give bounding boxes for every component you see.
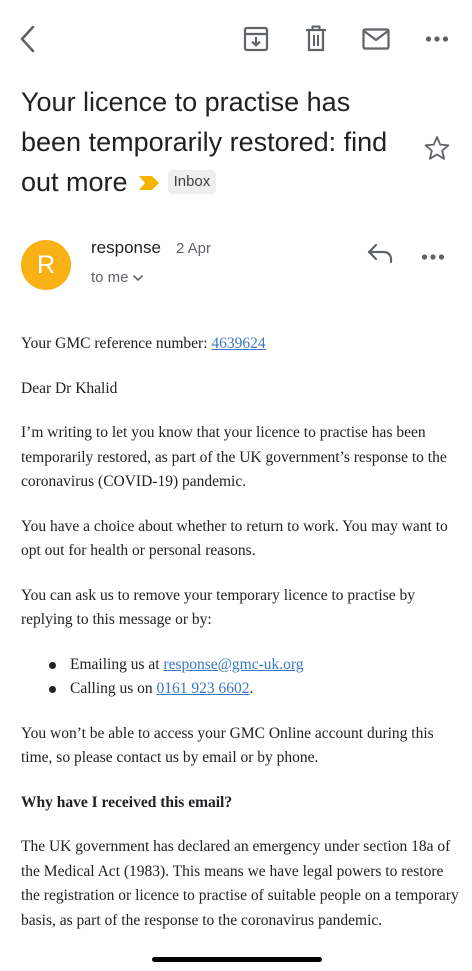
- contact-list: [21, 653, 459, 702]
- reference-number-link[interactable]: 4639624: [211, 335, 266, 352]
- inbox-label[interactable]: Inbox: [168, 170, 217, 194]
- recipient-text: to me: [91, 269, 129, 286]
- sender-name: response: [91, 238, 161, 257]
- reply-icon: [366, 241, 394, 265]
- trash-icon: [304, 25, 328, 53]
- paragraph-intro: I’m writing to let you know that your licence to practise has been temporarily restored, as part of the UK government’s response to the coronavirus (COVID-19) pandemic.: [21, 424, 447, 490]
- phone-link[interactable]: 0161 923 6602: [156, 680, 250, 697]
- list-item-text: Emailing us at: [70, 655, 164, 673]
- toolbar: [0, 0, 472, 78]
- more-options-button[interactable]: [420, 22, 454, 56]
- back-button[interactable]: [11, 22, 45, 56]
- archive-button[interactable]: [239, 22, 273, 56]
- greeting: Dear Dr Khalid: [21, 379, 118, 397]
- list-item-suffix: .: [249, 680, 254, 697]
- chevron-left-icon: [17, 24, 39, 54]
- email-link[interactable]: response@gmc-uk.org: [163, 655, 304, 673]
- reference-label: Your GMC reference number:: [21, 335, 212, 352]
- mail-icon: [362, 28, 390, 50]
- list-item: [70, 677, 459, 702]
- more-horizontal-icon: [425, 35, 449, 43]
- archive-icon: [243, 26, 269, 52]
- important-marker-icon[interactable]: [138, 162, 160, 202]
- delete-button[interactable]: [299, 22, 333, 56]
- bullet: [49, 662, 56, 669]
- subject-text: Your licence to practise has been temporarily restored: find out more: [21, 87, 388, 197]
- reference-line: [21, 332, 459, 357]
- home-indicator[interactable]: [152, 957, 322, 962]
- star-button[interactable]: [424, 135, 450, 161]
- list-item-text: Calling us on: [70, 680, 157, 697]
- more-horizontal-icon: [421, 241, 445, 265]
- star-icon: [424, 135, 450, 161]
- bullet: [49, 686, 56, 693]
- sender-row: [0, 236, 472, 296]
- paragraph-emergency: The UK government has declared an emergency under section 18a of the Medical Act (1983). This means we have legal powers to restore the registration or licence to practise of suitable people on a temporary basis, as part of the response to the coronavirus pandemic.: [21, 838, 459, 929]
- paragraph-choice: You have a choice about whether to return to work. You may want to opt out for health or personal reasons.: [21, 517, 448, 559]
- recipient-details-toggle[interactable]: [91, 269, 143, 286]
- reply-button[interactable]: [366, 241, 398, 273]
- email-subject: [21, 82, 411, 202]
- section-heading: Why have I received this email?: [21, 793, 233, 811]
- paragraph-account: You won’t be able to access your GMC Online account during this time, so please contact us by email or by phone.: [21, 724, 434, 766]
- email-date: 2 Apr: [176, 240, 212, 257]
- list-item: [70, 653, 459, 678]
- mark-unread-button[interactable]: [359, 22, 393, 56]
- email-body: [21, 332, 459, 953]
- paragraph-remove: You can ask us to remove your temporary licence to practise by replying to this message or by:: [21, 586, 415, 628]
- chevron-down-icon: [133, 269, 143, 286]
- message-more-button[interactable]: [421, 241, 453, 273]
- avatar[interactable]: R: [21, 240, 71, 290]
